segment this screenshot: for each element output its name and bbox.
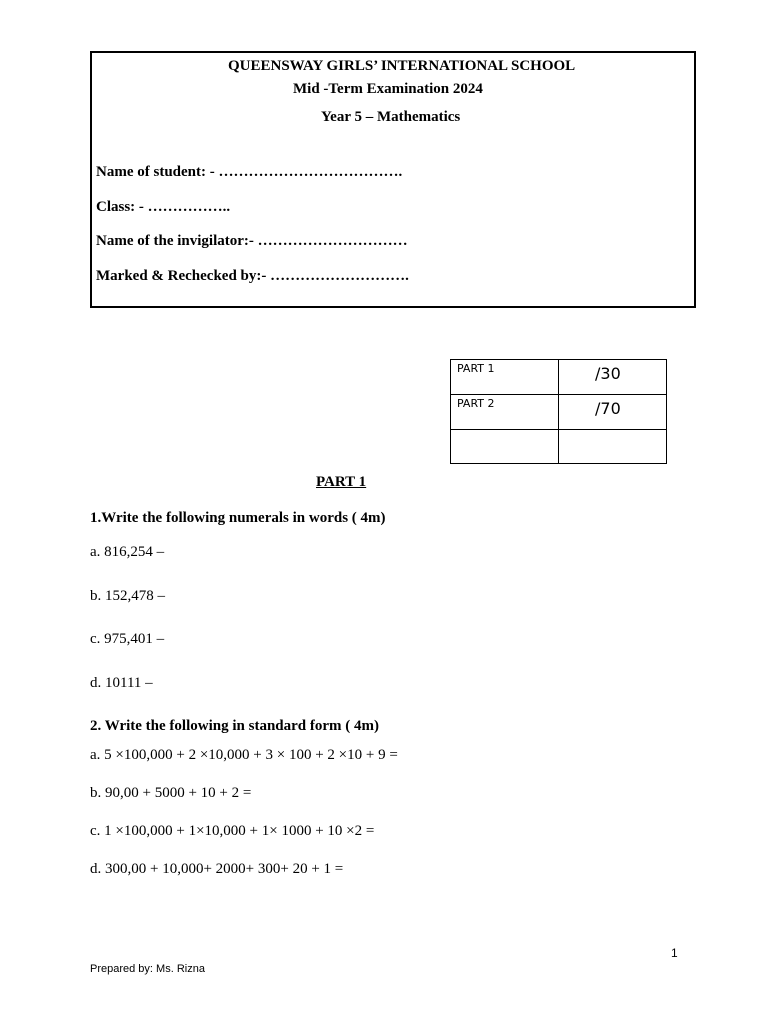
score-row [451, 360, 667, 395]
score-cell [559, 360, 667, 395]
question-1-item: b. 152,478 – [90, 588, 165, 604]
school-name: QUEENSWAY GIRLS’ INTERNATIONAL SCHOOL [228, 58, 576, 74]
score-cell [559, 395, 667, 430]
question-2-item: b. 90,00 + 5000 + 10 + 2 = [90, 785, 252, 801]
question-1-heading: 1.Write the following numerals in words ( 4m) [90, 510, 386, 526]
subject-title: Year 5 – Mathematics [321, 109, 461, 125]
part-cell [451, 360, 559, 395]
part1-title: PART 1 [316, 474, 367, 490]
question-1-item: a. 816,254 – [90, 544, 165, 560]
score-table [450, 359, 667, 464]
marked-by-field: Marked & Rechecked by:- ………………………. [96, 268, 409, 284]
question-2-item: d. 300,00 + 10,000+ 2000+ 300+ 20 + 1 = [90, 861, 344, 877]
score-total: /70 [595, 399, 621, 418]
question-1-item: c. 975,401 – [90, 631, 165, 647]
page-number: 1 [671, 946, 678, 960]
score-row [451, 395, 667, 430]
part-label: PART 2 [457, 397, 495, 410]
part-label: PART 1 [457, 362, 495, 375]
class-field: Class: - …………….. [96, 199, 231, 215]
exam-title: Mid -Term Examination 2024 [293, 81, 483, 97]
question-1-item: d. 10111 – [90, 675, 153, 691]
part-cell [451, 395, 559, 430]
prepared-by: Prepared by: Ms. Rizna [90, 963, 205, 975]
question-2-item: a. 5 ×100,000 + 2 ×10,000 + 3 × 100 + 2 ×10 + 9 = [90, 747, 398, 763]
invigilator-field: Name of the invigilator:- ………………………… [96, 233, 408, 249]
score-total: /30 [595, 364, 621, 383]
student-name-field: Name of student: - ………………………………. [96, 164, 403, 180]
score-cell [559, 430, 667, 464]
exam-header-box [90, 51, 696, 308]
score-row [451, 430, 667, 464]
question-2-item: c. 1 ×100,000 + 1×10,000 + 1× 1000 + 10 ×2 = [90, 823, 375, 839]
question-2-heading: 2. Write the following in standard form ( 4m) [90, 718, 380, 734]
part-cell [451, 430, 559, 464]
